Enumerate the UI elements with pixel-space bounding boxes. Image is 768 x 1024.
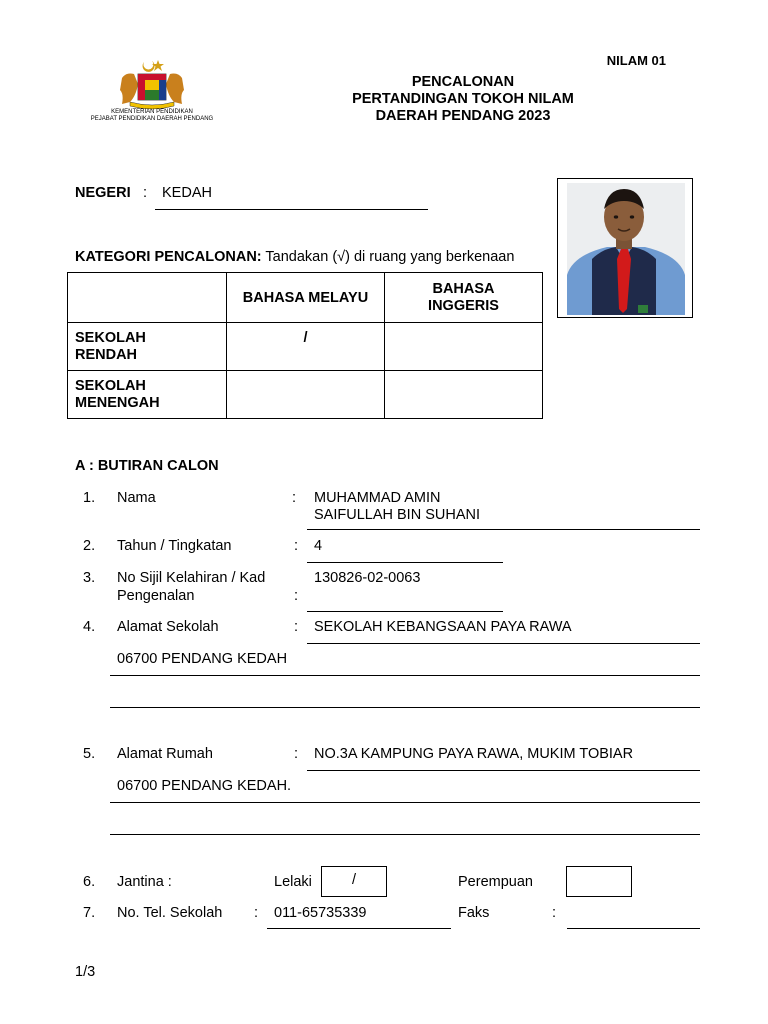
item-7-underline: [267, 928, 451, 929]
item-5-label: Alamat Rumah: [117, 746, 213, 762]
item-4-value-line1: SEKOLAH KEBANGSAAN PAYA RAWA: [314, 619, 572, 635]
negeri-label: NEGERI: [75, 185, 131, 201]
item-4-colon: :: [294, 619, 299, 635]
item-1-underline: [307, 529, 700, 530]
lelaki-checkbox[interactable]: /: [321, 866, 387, 897]
candidate-photo-frame: [557, 178, 693, 318]
lelaki-label: Lelaki: [274, 874, 312, 890]
item-2-colon: :: [294, 538, 299, 554]
faks-underline: [567, 928, 700, 929]
item-3-value: 130826-02-0063: [314, 570, 421, 586]
item-4-value-line2: 06700 PENDANG KEDAH: [117, 651, 288, 667]
row-label-sekolah-menengah: SEKOLAH MENENGAH: [68, 371, 227, 419]
candidate-photo: [558, 179, 692, 317]
item-6-num: 6.: [83, 874, 96, 890]
item-4-underline-2: [110, 675, 700, 676]
cell-menengah-bm[interactable]: [227, 371, 385, 419]
item-6-label: Jantina :: [117, 874, 172, 890]
title-line2: PERTANDINGAN TOKOH NILAM: [352, 91, 574, 107]
perempuan-label: Perempuan: [458, 874, 533, 890]
row-label-sekolah-rendah: SEKOLAH RENDAH: [68, 323, 227, 371]
item-4-underline-3: [110, 707, 700, 708]
item-7-label: No. Tel. Sekolah: [117, 905, 223, 921]
item-3-num: 3.: [83, 570, 96, 586]
item-5-num: 5.: [83, 746, 96, 762]
logo-caption-line2: PEJABAT PENDIDIKAN DAERAH PENDANG: [90, 116, 214, 122]
cell-menengah-bi[interactable]: [385, 371, 543, 419]
item-1-colon: :: [292, 490, 297, 506]
item-3-label-line1: No Sijil Kelahiran / Kad: [117, 570, 266, 586]
item-7-num: 7.: [83, 905, 96, 921]
kategori-instruction: Tandakan (√) di ruang yang berkenaan: [265, 249, 515, 265]
page-number: 1/3: [75, 964, 96, 980]
coat-of-arms-icon: [78, 56, 226, 112]
negeri-underline: [155, 209, 428, 210]
table-corner-cell: [68, 273, 227, 323]
item-2-num: 2.: [83, 538, 96, 554]
title-line1: PENCALONAN: [411, 74, 515, 90]
item-4-num: 4.: [83, 619, 96, 635]
item-1-label: Nama: [117, 490, 156, 506]
item-5-underline-1: [307, 770, 700, 771]
item-3-label-line2: Pengenalan: [117, 588, 195, 604]
item-5-value-line1: NO.3A KAMPUNG PAYA RAWA, MUKIM TOBIAR: [314, 746, 634, 762]
cell-rendah-bi[interactable]: [385, 323, 543, 371]
item-7-value: 011-65735339: [274, 905, 367, 921]
item-1-value-line2: SAIFULLAH BIN SUHANI: [314, 507, 480, 523]
kategori-row: [75, 249, 514, 265]
kategori-table: [67, 272, 543, 419]
kategori-label: KATEGORI PENCALONAN:: [75, 249, 262, 265]
item-3-colon: :: [294, 588, 299, 604]
faks-colon: :: [552, 905, 557, 921]
logo-caption-line1: KEMENTERIAN PENDIDIKAN: [111, 109, 193, 115]
item-4-label: Alamat Sekolah: [117, 619, 219, 635]
item-2-underline: [307, 562, 503, 563]
item-2-value: 4: [314, 538, 323, 554]
col-header-bi: BAHASA INGGERIS: [385, 273, 543, 323]
item-1-num: 1.: [83, 490, 96, 506]
negeri-colon: :: [143, 185, 148, 201]
form-title: [300, 74, 626, 125]
ministry-logo: [78, 56, 226, 130]
form-code: NILAM 01: [606, 53, 666, 68]
negeri-value: KEDAH: [162, 185, 212, 201]
perempuan-checkbox[interactable]: [566, 866, 632, 897]
item-1-value-line1: MUHAMMAD AMIN: [314, 490, 441, 506]
item-4-underline-1: [307, 643, 700, 644]
section-a-title: A : BUTIRAN CALON: [75, 458, 219, 474]
item-5-underline-2: [110, 802, 700, 803]
item-5-value-line2: 06700 PENDANG KEDAH.: [117, 778, 292, 794]
title-line3: DAERAH PENDANG 2023: [375, 108, 551, 124]
item-5-colon: :: [294, 746, 299, 762]
item-2-label: Tahun / Tingkatan: [117, 538, 232, 554]
col-header-bm: BAHASA MELAYU: [227, 273, 385, 323]
item-3-underline: [307, 611, 503, 612]
item-7-colon: :: [254, 905, 259, 921]
item-5-underline-3: [110, 834, 700, 835]
faks-label: Faks: [458, 905, 490, 921]
cell-rendah-bm[interactable]: /: [227, 323, 385, 371]
